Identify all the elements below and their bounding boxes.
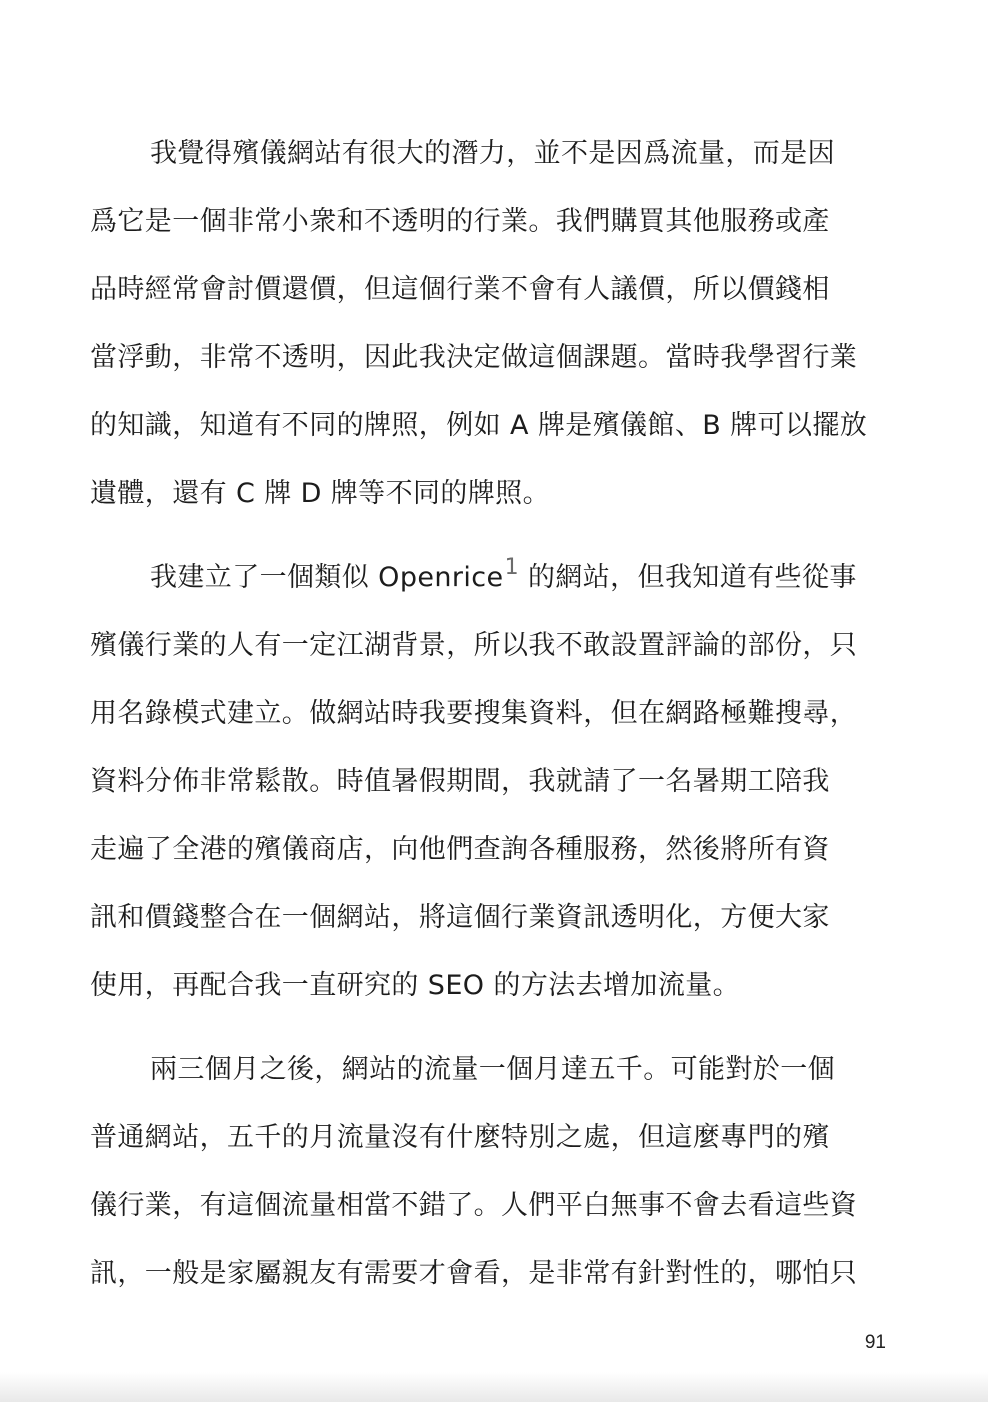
paragraph-1 <box>90 120 886 528</box>
text-line: 我覺得殯儀網站有很大的潛力，並不是因爲流量，而是因 <box>150 138 835 169</box>
text-line: 訊，一般是家屬親友有需要才會看，是非常有針對性的，哪怕只 <box>90 1258 858 1289</box>
text-line: 當浮動，非常不透明，因此我決定做這個課題。當時我學習行業 <box>90 342 858 373</box>
text-line: 殯儀行業的人有一定江湖背景，所以我不敢設置評論的部份，只 <box>90 630 858 661</box>
text-line: 資料分佈非常鬆散。時值暑假期間，我就請了一名暑期工陪我 <box>90 766 830 797</box>
text-line: 使用，再配合我一直研究的 SEO 的方法去增加流量。 <box>90 970 741 1001</box>
text-line: 品時經常會討價還價，但這個行業不會有人議價，所以價錢相 <box>90 274 830 305</box>
text-line: 遺體，還有 C 牌 D 牌等不同的牌照。 <box>90 478 550 509</box>
text-line: 普通網站，五千的月流量沒有什麼特別之處，但這麼專門的殯 <box>90 1122 830 1153</box>
page-edge-shadow <box>0 1372 988 1402</box>
text-line: 訊和價錢整合在一個網站，將這個行業資訊透明化，方便大家 <box>90 902 830 933</box>
footnote-reference[interactable]: 1 <box>504 555 519 580</box>
text-line-with-footnote <box>90 544 886 612</box>
body-text <box>90 120 886 1308</box>
text-segment: 的網站，但我知道有些從事 <box>518 562 857 593</box>
paragraph-spacer <box>90 1020 886 1036</box>
text-line: 兩三個月之後，網站的流量一個月達五千。可能對於一個 <box>150 1054 835 1085</box>
paragraph-spacer <box>90 528 886 544</box>
page-number: 91 <box>864 1332 886 1353</box>
text-line: 的知識，知道有不同的牌照，例如 A 牌是殯儀館、B 牌可以擺放 <box>90 410 868 441</box>
paragraph-3 <box>90 1036 886 1308</box>
paragraph-2 <box>90 544 886 1020</box>
text-line: 走遍了全港的殯儀商店，向他們查詢各種服務，然後將所有資 <box>90 834 830 865</box>
text-line: 爲它是一個非常小衆和不透明的行業。我們購買其他服務或產 <box>90 206 830 237</box>
text-line: 儀行業，有這個流量相當不錯了。人們平白無事不會去看這些資 <box>90 1190 858 1221</box>
text-line: 用名錄模式建立。做網站時我要搜集資料，但在網路極難搜尋， <box>90 698 858 729</box>
text-segment: 我建立了一個類似 Openrice <box>150 562 504 593</box>
